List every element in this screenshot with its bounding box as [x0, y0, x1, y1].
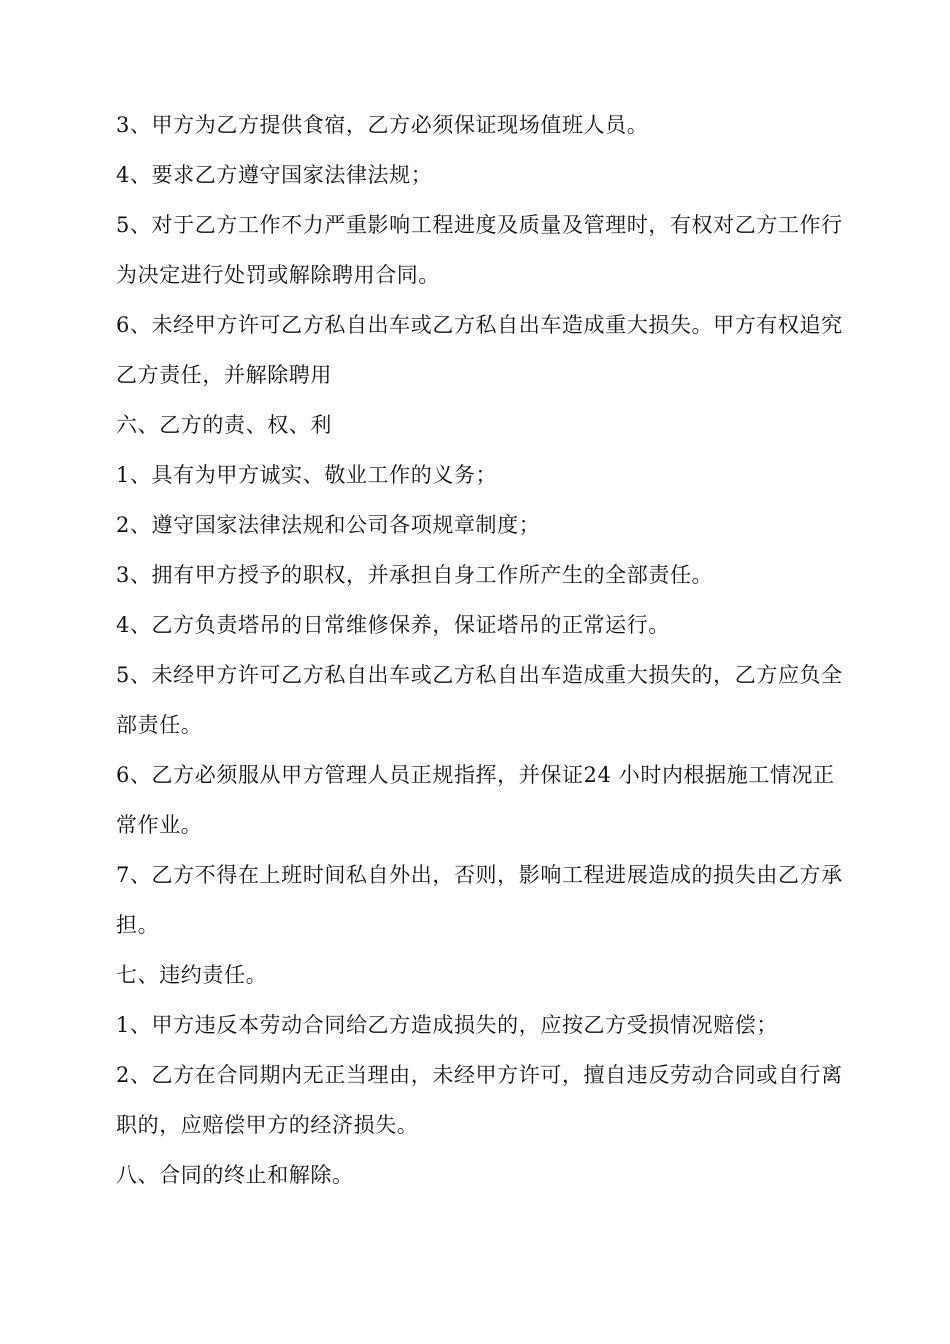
party-b-clause-3: 3、拥有甲方授予的职权，并承担自身工作所产生的全部责任。: [116, 563, 714, 587]
party-b-clause-4: 4、乙方负责塔吊的日常维修保养，保证塔吊的正常运行。: [116, 613, 670, 637]
party-b-clause-2: 2、遵守国家法律法规和公司各项规章制度；: [116, 513, 541, 537]
party-b-clause-1: 1、具有为甲方诚实、敬业工作的义务；: [116, 463, 498, 487]
clause-5-penalty-right: 5、对于乙方工作不力严重影响工程进度及质量及管理时，有权对乙方工作行为决定进行处罚或解除聘用合同。: [116, 213, 843, 287]
section-heading-6: 六、乙方的责、权、利: [116, 413, 332, 437]
document-body: [116, 100, 846, 1200]
clause-6-unauthorized-operation: 6、未经甲方许可乙方私自出车或乙方私自出车造成重大损失。甲方有权追究乙方责任，并解除聘用: [116, 313, 843, 387]
breach-clause-1: 1、甲方违反本劳动合同给乙方造成损失的，应按乙方受损情况赔偿；: [116, 1013, 778, 1037]
party-b-clause-5: 5、未经甲方许可乙方私自出车或乙方私自出车造成重大损失的，乙方应负全部责任。: [116, 663, 843, 737]
party-b-clause-7: 7、乙方不得在上班时间私自外出，否则，影响工程进展造成的损失由乙方承担。: [116, 863, 843, 937]
section-heading-8: 八、合同的终止和解除。: [116, 1163, 354, 1187]
section-heading-7: 七、违约责任。: [116, 963, 268, 987]
clause-3-board-lodging: 3、甲方为乙方提供食宿，乙方必须保证现场值班人员。: [116, 113, 649, 137]
breach-clause-2: 2、乙方在合同期内无正当理由，未经甲方许可，擅自违反劳动合同或自行离职的，应赔偿甲方的经济损失。: [116, 1063, 843, 1137]
clause-4-obey-law: 4、要求乙方遵守国家法律法规；: [116, 163, 433, 187]
party-b-clause-6: 6、乙方必须服从甲方管理人员正规指挥，并保证24 小时内根据施工情况正常作业。: [116, 763, 835, 837]
